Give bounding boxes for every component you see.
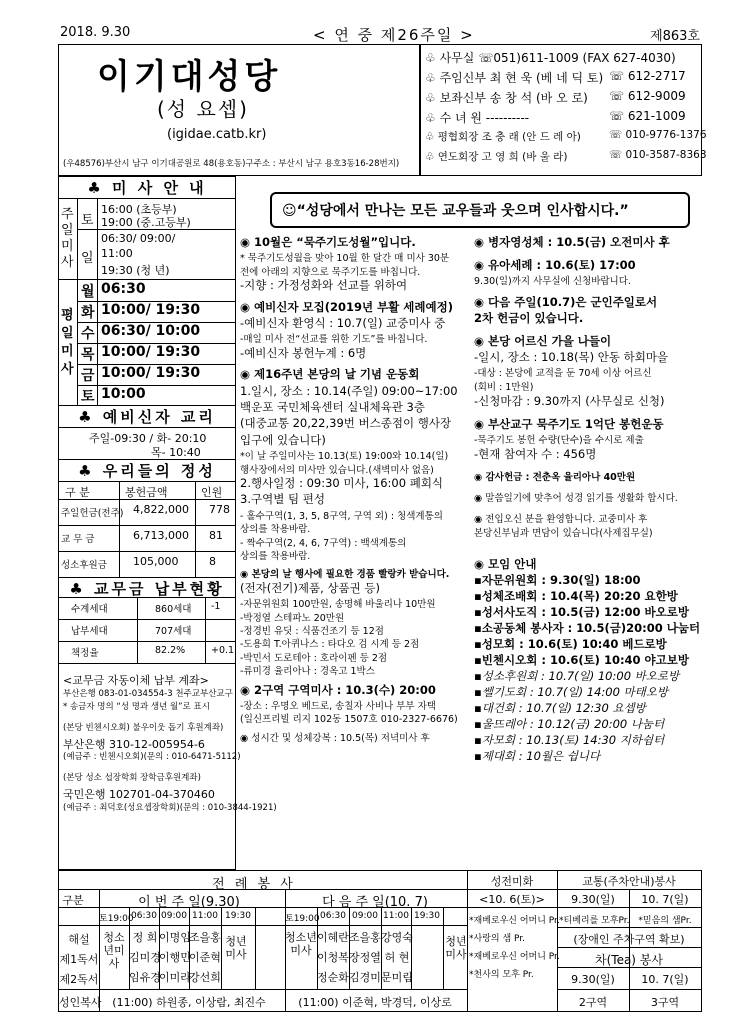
notice-line: ◉ 감사헌금 : 전춘옥 율리아나 40만원 [474,472,636,483]
notice-line: 상의를 착용바람. [240,524,311,536]
server-name: 허 현 [384,951,410,964]
notice-line: *이 날 주일미사는 10.13(토) 19:00와 10.14(일) [240,451,449,463]
sun-mass-time: 06:30/ 09:00/ [101,232,176,245]
adult-server-label: 성인복사 [59,996,102,1009]
bank-account-info: (본당 성소 섭장학회 장학금후원계좌) [63,773,201,783]
mass-time: 11:00 [192,911,218,921]
contact-row [425,149,707,164]
server-name: 이준혁 [189,951,221,964]
weekday-mass-time: 10:00 [101,386,146,402]
notice-line: ◉ 10월은 “묵주기도성월”입니다. [240,235,416,249]
divider [443,907,444,989]
offering-heading: ♣ 우리들의 정성 [59,460,235,482]
holy-clean-group: *재베로우신 어머니 Pr. [469,916,560,926]
contact-symbol-icon: ♧ [425,151,438,163]
notice-line: 본당신부님과 면담이 있습니다(사제집무실) [474,528,653,539]
offering-category: 교 무 금 [61,534,95,545]
server-name: 조을홍 [189,931,221,944]
notice-line: 입구에 있습니다) [240,432,326,447]
tithe-category: 책정율 [71,648,99,659]
notice-line: ◉ 말씀일기에 맞추어 성경 읽기를 생활화 합시다. [474,493,678,504]
divider [557,947,701,948]
divider [59,551,235,552]
mass-time: 09:00 [161,911,187,921]
mass-time: 토19:00 [285,914,320,924]
issue-number: 제863호 [650,29,700,44]
bank-account-info: (예금주 : 빈첸시오회)(문의 : 010-6471-5112) [63,752,241,762]
service-heading: 전 례 봉 사 [212,877,296,892]
tea-group: 2구역 [578,996,608,1009]
mass-time: 06:30 [131,911,157,921]
weekday-mass-time: 10:00/ 19:30 [101,365,201,381]
traffic-note: (장애인 주차구역 확보) [573,933,685,946]
notice-line: 2.행사일정 : 09:30 미사, 16:00 폐회식 [240,476,444,490]
contact-symbol-icon: ♧ [425,51,440,65]
kind-header: 구분 [62,894,84,907]
contact-phone: ☏ 010-3587-8363 [609,149,707,161]
server-name: 임유경 [129,971,161,984]
divider [317,907,318,989]
weekday-mass-time: 06:30/ 10:00 [101,323,201,339]
sun-label: 일 [81,251,94,266]
server-name: 조을홍 [349,931,381,944]
server-name: 김경미 [349,971,381,984]
divider [59,663,235,664]
catechism-time-1: 주일-09:30 / 화- 20:10 [89,432,207,445]
liturgical-week: < 연 중 제26주일 > [313,26,475,44]
notice-line: ▪성소후원회 : 10.7(일) 10:00 바오로방 [474,669,680,683]
this-week-header: 이 번 주 일(9.30) [138,895,240,910]
notice-line: (전자(전기)제품, 상품권 등) [240,580,381,595]
sat-label: 토 [81,213,94,228]
divider [97,279,98,405]
server-name: 이행민 [159,951,191,964]
issue-date: 2018. 9.30 [60,25,131,40]
tea-heading: 차(Tea) 봉사 [595,953,663,967]
notice-line: ▪성서사도직 : 10.5(금) 12:00 바오로방 [474,605,689,619]
contact-label: 주임신부 최 현 욱 (베 네 딕 토) [439,71,604,85]
divider [59,989,467,990]
offering-category: 주일헌금(전주) [61,508,124,519]
server-name: 강영숙 [381,931,413,944]
youth-mass-cell: 청년미사 [225,935,247,961]
notice-line: ◉ 본당 어르신 가을 나들이 [474,334,612,348]
notice-line: ◉ 제16주년 본당의 날 기념 운동회 [240,367,420,382]
notice-line: (대중교통 20,22,39번 버스종점이 행사장 [240,416,452,431]
youth-mass-cell: 청소년미사 [103,931,125,970]
parish-website[interactable]: (igidae.catb.kr) [167,127,267,142]
divider [59,279,235,280]
notice-line: * 묵주기도성월을 맞아 10월 한 달간 매 미사 30분 [240,253,450,265]
divider [159,907,160,989]
divider [557,927,701,928]
divider [557,989,701,990]
notice-line: -현재 참여자 수 : 456명 [474,447,597,461]
tea-group: 3구역 [650,996,680,1009]
divider [411,907,412,989]
divider [381,907,382,989]
divider [255,907,256,989]
greeting-banner: ☺“성당에서 만나는 모든 교우들과 웃으며 인사합시다.” [270,192,690,228]
mass-time: 11:00 [383,911,409,921]
contact-label: 사무실 [439,51,475,65]
contact-symbol-icon: ♧ [425,111,440,125]
contact-label: 평협회장 조 충 래 (안 드 레 아) [437,131,581,143]
divider [59,619,235,620]
divider [205,598,206,664]
liturgy-service-table [58,870,702,1012]
offering-amount: 105,000 [133,555,179,568]
weekday-mass-label: 평일미사 [61,308,74,377]
contact-row [425,49,676,66]
notice-line: -신청마감 : 9.30까지 (사무실로 신청) [474,394,665,408]
contact-phone: ☏051)611-1009 (FAX 627-4030) [478,51,676,65]
notice-line: 상의를 착용바람. [240,551,311,562]
notice-line: - 짝수구역(2, 4, 6, 7구역) : 백색계통의 [240,537,407,549]
divider [467,871,468,1011]
divider [59,907,701,908]
offering-column-header: 인원 [201,486,223,499]
divider [557,967,701,968]
holy-clean-group: *천사의 모후 Pr. [469,970,534,980]
traffic-date: 10. 7(일) [641,893,689,906]
notice-line: ▪자문위원회 : 9.30(일) 18:00 [474,573,641,587]
sun-mass-time: 19:30 (청 년) [101,264,170,277]
notice-line: -박민서 도로테아 : 호라이펜 등 2점 [240,652,388,664]
notice-line: (일신프리빌 리지 102동 1507호 010-2327-6676) [240,714,458,726]
notice-line: ◉ 전입오신 분을 환영합니다. 교중미사 후 [474,514,648,525]
divider [285,889,286,1011]
notice-line: -자문위원회 100만원, 송명해 바울리나 10만원 [240,599,436,611]
contact-phone: ☏ 010-9776-1376 [609,129,707,141]
tithe-change: -1 [211,601,221,612]
traffic-date: 9.30(일) [571,893,615,906]
bank-account-info: (예금주 : 최덕호(성요셉장학회)(문의 : 010-3844-1921) [63,803,277,813]
offering-amount: 6,713,000 [133,529,189,542]
notice-line: ▪쎌기도회 : 10.7(일) 14:00 마태오방 [474,685,668,699]
weekday-mass-time: 10:00/ 19:30 [101,344,201,360]
mass-time: 06:30 [320,911,346,921]
offering-category: 성소후원금 [61,560,107,571]
sun-mass-time: 11:00 [101,247,133,260]
issue-topline [58,22,702,44]
parish-header [58,44,420,176]
notice-line: ▪대건회 : 10.7(일) 12:30 요셉방 [474,701,646,715]
server-name: 이청복 [317,951,349,964]
role-label: 제2독서 [59,973,99,986]
notice-line: -일시, 장소 : 10.18(목) 안동 하회마을 [474,350,669,364]
notice-line: -류미경 율리아나 : 경옥고 1박스 [240,666,375,678]
notice-line: ▪성체조배회 : 10.4(목) 20:20 요한방 [474,589,678,603]
catechism-time-2: 목- 10:40 [151,446,201,459]
mass-time: 19:30 [414,911,440,921]
weekday-label: 수 [81,326,95,342]
sunday-mass-label: 주일미사 [61,207,74,270]
notice-line: -박정열 스테파노 20만원 [240,612,345,624]
contact-phone: ☏ 621-1009 [609,109,686,123]
notice-line: -지향 : 가정성화와 선교를 위하여 [240,278,408,293]
notice-line: ◉ 병자영성체 : 10.5(금) 오전미사 후 [474,235,670,249]
weekday-label: 토 [81,389,95,405]
notice-line: 백운포 국민체육센터 실내체육관 3층 [240,400,425,414]
adult-server-next: (11:00) 이준혁, 박경덕, 이상로 [298,996,452,1009]
divider [349,907,350,989]
notice-line: 1.일시, 장소 : 10.14(주일) 09:00~17:00 [240,383,458,398]
notice-line: ▪빈첸시오회 : 10.6(토) 10:40 야고보방 [474,653,689,667]
divider [99,889,100,1011]
bank-account-info: (본당 빈첸시오회) 불우이웃 돕기 후원계좌) [63,723,224,733]
offering-column-header: 봉헌금액 [125,486,168,499]
offering-amount: 4,822,000 [133,503,189,516]
divider [59,889,701,890]
server-name: 정순화 [317,971,349,984]
tithe-value: 860세대 [155,604,192,615]
weekday-label: 금 [81,368,95,384]
notice-line: 9.30(일)까지 사무실에 신청바랍니다. [474,276,631,287]
notice-line: - 홀수구역(1, 3, 5, 8구역, 구역 외) : 청색계통의 [240,510,443,522]
mass-time: 19:30 [225,911,251,921]
divider [97,199,98,279]
role-label: 제1독서 [59,953,99,966]
notice-line: 전에 아래의 지향으로 묵주기도를 바칩니다. [240,266,421,278]
notice-line: -예비신자 봉헌누계 : 6명 [240,345,367,360]
traffic-heading: 교통(주차안내)봉사 [582,875,676,888]
notice-line: 3.구역별 팀 편성 [240,492,325,507]
parish-title: 이기대성당 [97,57,282,97]
contact-row [425,69,686,86]
divider [59,925,467,926]
divider [59,525,235,526]
divider [221,907,222,989]
notice-line: ▪울뜨레아 : 10.12(금) 20:00 나눔터 [474,717,665,731]
divider [77,199,78,279]
tithe-value: 707세대 [155,626,192,637]
holy-date: <10. 6(토)> [479,893,545,906]
weekday-label: 목 [81,347,95,363]
notice-line: ◉ 유아세례 : 10.6(토) 17:00 [474,258,636,272]
notice-line: ▪제대회 : 10월은 쉽니다 [474,749,601,763]
divider [137,598,138,664]
contact-row [425,109,686,126]
notice-line: -대상 : 본당에 교적을 둔 70세 이상 어르신 [474,368,652,379]
bank-account-info: 부산은행 310-12-005954-6 [63,738,205,751]
tea-date: 10. 7(일) [641,973,689,986]
youth-mass-cell: 청소년미사 [285,931,317,957]
contact-symbol-icon: ♧ [425,131,438,143]
sat-mass-time: 19:00 (중.고등부) [101,216,191,229]
notice-line: -정경빈 유딧 : 식품건조기 등 12점 [240,626,384,637]
contact-symbol-icon: ♧ [425,91,440,105]
holy-clean-group: *재베로우신 어머니 Pr. [469,952,560,962]
contact-row [425,89,686,106]
traffic-group: *믿음의 샘Pr. [638,916,692,926]
weekday-mass-time: 06:30 [101,281,146,297]
server-name: 이미라 [159,971,191,984]
weekday-label: 월 [81,284,95,300]
youth-mass-cell: 청년미사 [445,935,467,961]
notice-line: -매일 미사 전“선교를 위한 기도”를 바칩니다. [240,334,428,346]
weekday-mass-time: 10:00/ 19:30 [101,302,201,318]
notice-line: -장소 : 우명오 베드로, 송칠자 사비나 부부 자택 [240,701,436,712]
mass-time: 토19:00 [99,914,134,924]
divider [189,907,190,989]
notice-line: ▪소공동체 봉사자 : 10.5(금)20:00 나눔터 [474,621,701,635]
server-name: 정 희 [132,931,158,944]
notice-line: ◉ 성시간 및 성체강복 : 10.5(목) 저녁미사 후 [240,732,430,744]
tithe-change: +0.1 [211,645,235,656]
parish-subtitle: (성 요셉) [157,97,249,121]
notice-line: (회비 : 1만원) [474,382,534,393]
notice-line: ◉ 2구역 구역미사 : 10.3(수) 20:00 [240,682,436,697]
offering-count: 8 [209,555,216,568]
mass-time: 09:00 [352,911,378,921]
notice-line: 행사장에서의 미사만 있습니다.(새벽미사 없음) [240,464,434,476]
catechism-heading: ♣ 예비신자 교리 [59,406,235,428]
divider [119,482,120,577]
bank-account-info: * 송금자 명의 “성 명과 생년 월”로 표시 [63,702,210,712]
divider [129,907,130,989]
role-label: 해설 [68,933,90,946]
contact-label: 연도회장 고 영 희 (바 울 라) [437,151,568,163]
adult-server-this: (11:00) 하원종, 이상람, 최진수 [112,996,266,1009]
divider [59,499,235,500]
notice-line: ◉ 모임 안내 [474,557,537,571]
divider [195,482,196,577]
notice-line: -도용희 T.아퀴나스 : 타다오 검 시계 등 2점 [240,639,420,651]
server-name: 장정열 [349,951,381,964]
contact-phone: ☏ 612-2717 [609,69,686,83]
divider [557,871,558,1011]
server-name: 문미림 [381,971,413,984]
notice-line: ▪성모회 : 10.6(토) 10:40 베드로방 [474,637,667,651]
divider [77,229,235,230]
divider [77,279,78,405]
tithe-category: 수계세대 [71,604,108,615]
tea-date: 9.30(일) [571,973,615,986]
server-name: 이명임 [159,931,191,944]
contact-phone: ☏ 612-9009 [609,89,686,103]
notice-line: ◉ 예비신자 모집(2019년 부활 세례예정) [240,299,453,314]
contact-label: 수 녀 원 ---------- [439,111,530,125]
contact-panel [420,44,707,176]
contact-row [425,129,707,144]
server-name: 강선희 [189,971,221,984]
sat-mass-time: 16:00 (초등부) [101,203,177,216]
notice-line: -묵주기도 봉헌 수량(단수)을 수시로 제출 [474,435,644,446]
bank-account-info: <교무금 자동이체 납부 계좌> [63,674,209,687]
server-name: 김미경 [129,951,161,964]
notice-line: ◉ 부산교구 묵주기도 1억단 봉헌운동 [474,417,664,431]
tithe-category: 납부세대 [71,626,108,637]
divider [59,641,235,642]
holy-clean-heading: 성전미화 [490,875,534,888]
mass-schedule-heading: ♣ 미 사 안 내 [59,177,235,199]
offering-column-header: 구 분 [65,486,90,499]
weekday-label: 화 [81,305,95,321]
next-week-header: 다 음 주 일(10. 7) [322,895,428,910]
tithe-heading: ♣ 교무금 납부현황 [59,578,235,598]
offering-count: 81 [209,529,223,542]
server-name: 이혜란 [317,931,349,944]
notice-line: ▪자모회 : 10.13(토) 14:30 지하쉼터 [474,733,665,747]
parish-address: (우48576)부산시 남구 이기대공원로 48(용호동)구주소 : 부산시 남구 용호3동16-28번지) [63,159,400,169]
divider [629,889,630,1011]
offering-count: 778 [209,503,230,516]
notice-line: 2차 헌금이 있습니다. [474,311,584,325]
holy-clean-group: *사랑의 샘 Pr. [469,934,526,944]
bank-account-info: 부산은행 083-01-034554-3 천주교부산교구 [63,689,233,699]
tithe-value: 82.2% [155,645,186,656]
notice-line: ◉ 다음 주일(10.7)은 군인주일로서 [474,295,658,309]
traffic-group: *티베리를 모후Pr. [559,916,630,926]
contact-symbol-icon: ♧ [425,71,440,85]
bank-account-info: 국민은행 102701-04-370460 [63,788,215,801]
notice-line: -예비신자 환영식 : 10.7(일) 교중미사 중 [240,316,446,330]
contact-label: 보좌신부 송 창 석 (바 오 로) [439,91,588,105]
notice-line: ◉ 본당의 날 행사에 필요한 경품 빨랑카 받습니다. [240,569,450,581]
